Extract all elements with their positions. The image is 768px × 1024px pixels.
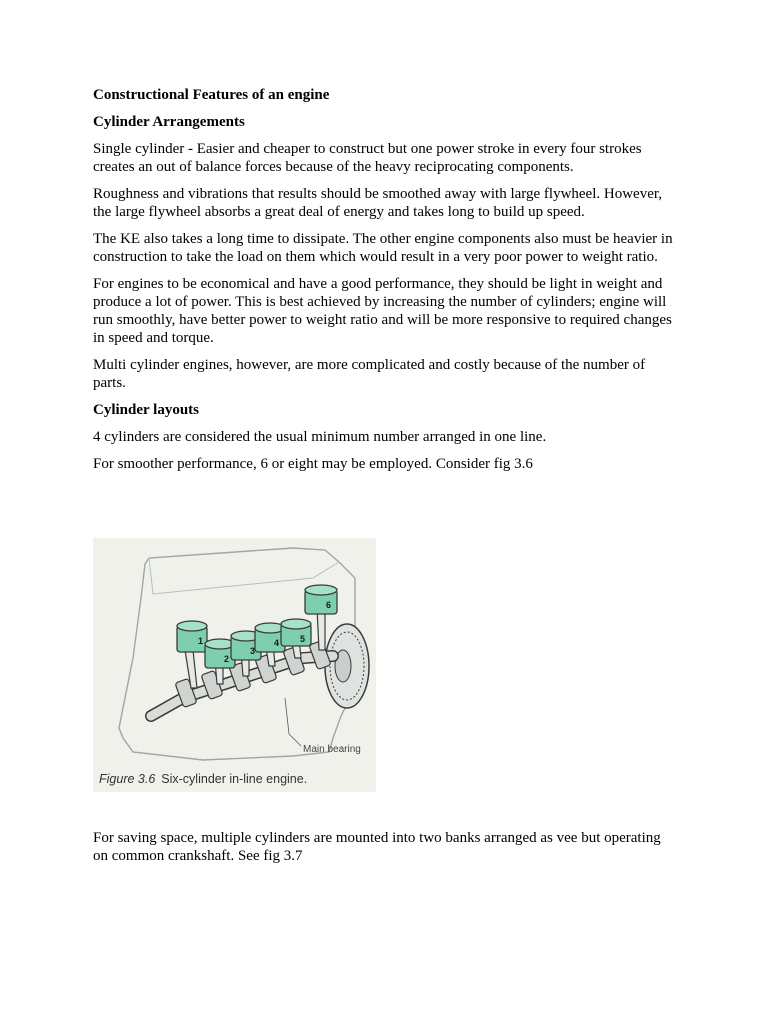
paragraph-four-cylinders: 4 cylinders are considered the usual minimum number arranged in one line.: [93, 429, 547, 445]
figure-caption: [99, 772, 307, 786]
closing-text: [93, 829, 678, 865]
paragraph-smoother-performance: For smoother performance, 6 or eight may be employed. Consider fig 3.6: [93, 456, 533, 472]
piston-number-6: 6: [326, 600, 332, 610]
piston-number-5: 5: [300, 634, 306, 644]
paragraph-vee-banks: For saving space, multiple cylinders are mounted into two banks arranged as vee but operating on common crankshaft. See fig 3.7: [93, 830, 661, 864]
section-heading-cylinder-layouts: Cylinder layouts: [93, 402, 199, 418]
piston-number-2: 2: [224, 654, 230, 664]
document-body: [93, 86, 678, 482]
paragraph-economical: For engines to be economical and have a good performance, they should be light in weight and produce a lot of power. This is best achieved by increasing the number of cylinders; engine will run smoothly, have better power to weight ratio and will be more responsive to required changes in speed and torque.: [93, 276, 672, 346]
piston-number-1: 1: [198, 636, 204, 646]
flywheel: [325, 624, 369, 708]
figure-number: Figure 3.6: [99, 772, 156, 786]
paragraph-single-cylinder: Single cylinder - Easier and cheaper to construct but one power stroke in every four strokes creates an out of balance forces because of the heavy reciprocating components.: [93, 141, 642, 175]
paragraph-roughness: Roughness and vibrations that results should be smoothed away with large flywheel. However, the large flywheel absorbs a great deal of energy and takes long to build up speed.: [93, 186, 663, 220]
main-bearing-label: Main bearing: [303, 744, 361, 755]
piston-5: [281, 619, 311, 646]
paragraph-multi-cylinder: Multi cylinder engines, however, are more complicated and costly because of the number of parts.: [93, 357, 646, 391]
figure-caption-text: Six-cylinder in-line engine.: [161, 772, 308, 786]
piston-number-4: 4: [274, 638, 280, 648]
main-bearing-pointer: [285, 698, 301, 746]
piston-6: [305, 585, 337, 614]
figure-six-cylinder-engine: [93, 538, 376, 792]
section-heading-cylinder-arrangements: Cylinder Arrangements: [93, 114, 245, 130]
paragraph-ke: The KE also takes a long time to dissipate. The other engine components also must be heavier in construction to take the load on them which would result in a very poor power to weight ratio.: [93, 231, 673, 265]
piston-number-3: 3: [250, 646, 256, 656]
document-title: Constructional Features of an engine: [93, 87, 330, 103]
